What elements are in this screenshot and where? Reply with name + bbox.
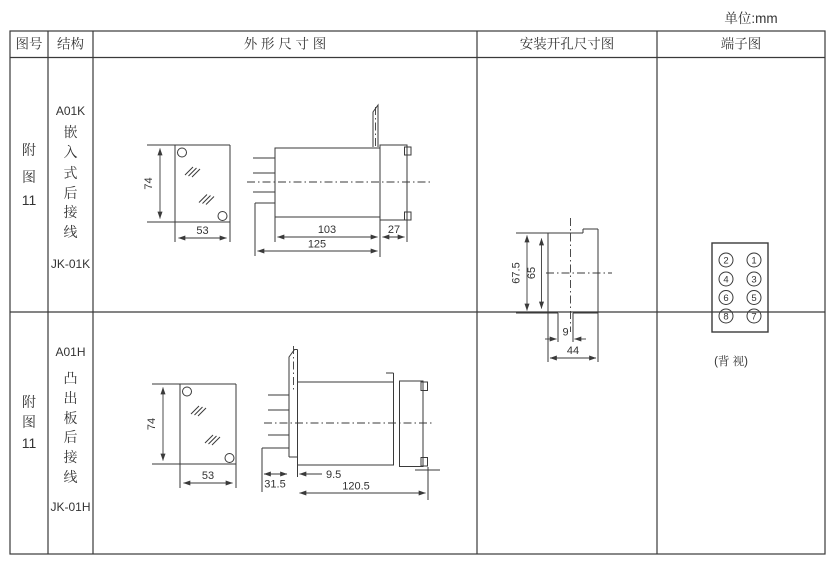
screw-hole — [178, 148, 187, 157]
row2-plate-offset-dim: 31.5 — [264, 478, 286, 491]
row2-structure — [50, 345, 90, 514]
header-figure-no: 图号 — [15, 36, 43, 52]
terminal-diagram — [712, 243, 768, 368]
row1-figno-char3: 11 — [21, 192, 37, 208]
install-notch-width-dim: 9 — [562, 326, 569, 339]
row2-plate-gap-dim: 9.5 — [326, 469, 342, 481]
row1-figno-char1: 附 — [22, 142, 36, 158]
header-terminal: 端子图 — [720, 36, 762, 52]
row2-front-view-drawing — [146, 384, 236, 488]
table-header-row — [16, 36, 762, 52]
row2-code: JK-01H — [50, 500, 91, 514]
row2-figno-char3: 11 — [21, 435, 37, 451]
row1-desc-char6: 线 — [63, 224, 78, 240]
row2-figure-no — [22, 394, 37, 451]
header-outline: 外 形 尺 寸 图 — [243, 36, 327, 52]
row2-desc-char1: 凸 — [63, 370, 78, 386]
row2-desc-char5: 接 — [63, 449, 78, 465]
row1-code: JK-01K — [50, 257, 91, 271]
row1-bezel-depth-dim: 27 — [387, 224, 401, 236]
install-opening-drawing — [511, 218, 613, 362]
front-cover — [400, 381, 424, 467]
install-inner-height-dim: 65 — [526, 266, 538, 280]
row1-desc-char3: 式 — [63, 165, 78, 181]
row2-front-width-dim: 53 — [201, 470, 215, 482]
row2-desc-char4: 后 — [63, 429, 78, 445]
row2-figno-char1: 附 — [22, 394, 36, 410]
row1-front-height-dim: 74 — [143, 177, 155, 190]
pin-4: 4 — [723, 274, 729, 286]
row2-model: A01H — [55, 345, 86, 359]
pin-1: 1 — [751, 255, 757, 267]
row1-desc-char5: 接 — [63, 204, 78, 220]
pin-2: 2 — [723, 255, 729, 267]
row1-structure — [51, 104, 90, 271]
row2-desc-char2: 出 — [63, 390, 78, 406]
row1-desc-char1: 嵌 — [63, 124, 78, 140]
front-bezel — [380, 145, 407, 220]
row2-side-view-drawing — [262, 346, 440, 500]
row1-front-width-dim: 53 — [196, 225, 209, 237]
header-structure: 结构 — [57, 36, 84, 52]
row1-desc-char2: 入 — [63, 144, 78, 160]
screw-hole — [183, 387, 192, 396]
row2-desc-char6: 线 — [63, 469, 78, 485]
relay-body — [298, 382, 394, 465]
pin-8: 8 — [723, 311, 729, 323]
table-grid — [10, 31, 825, 554]
row1-figure-no — [22, 142, 37, 208]
pin-7: 7 — [751, 311, 757, 323]
row2-front-height-dim: 74 — [146, 417, 158, 431]
terminal-caption: (背 视) — [714, 356, 748, 368]
row1-model: A01K — [55, 104, 86, 118]
row1-total-length-dim: 125 — [307, 238, 327, 251]
hatch-mark — [191, 406, 220, 445]
hatch-mark — [185, 167, 214, 205]
install-width-dim: 44 — [566, 345, 580, 357]
row1-side-view-drawing — [247, 105, 430, 257]
row1-front-view-drawing — [143, 145, 230, 242]
row1-desc-char4: 后 — [63, 185, 78, 201]
row1-body-length-dim: 103 — [317, 224, 337, 236]
install-outer-height-dim: 67.5 — [510, 262, 523, 284]
row2-desc-char3: 板 — [63, 410, 78, 426]
screw-hole — [225, 454, 234, 463]
unit-label: 单位:mm — [724, 11, 778, 26]
header-install: 安装开孔尺寸图 — [519, 36, 615, 52]
row2-total-length-dim: 120.5 — [342, 480, 370, 493]
row2-figno-char2: 图 — [22, 414, 36, 430]
row1-figno-char2: 图 — [22, 169, 36, 185]
relay-body — [275, 148, 380, 217]
pin-3: 3 — [751, 274, 757, 286]
pin-6: 6 — [723, 293, 729, 304]
screw-hole — [218, 212, 227, 221]
pin-5: 5 — [751, 293, 757, 304]
